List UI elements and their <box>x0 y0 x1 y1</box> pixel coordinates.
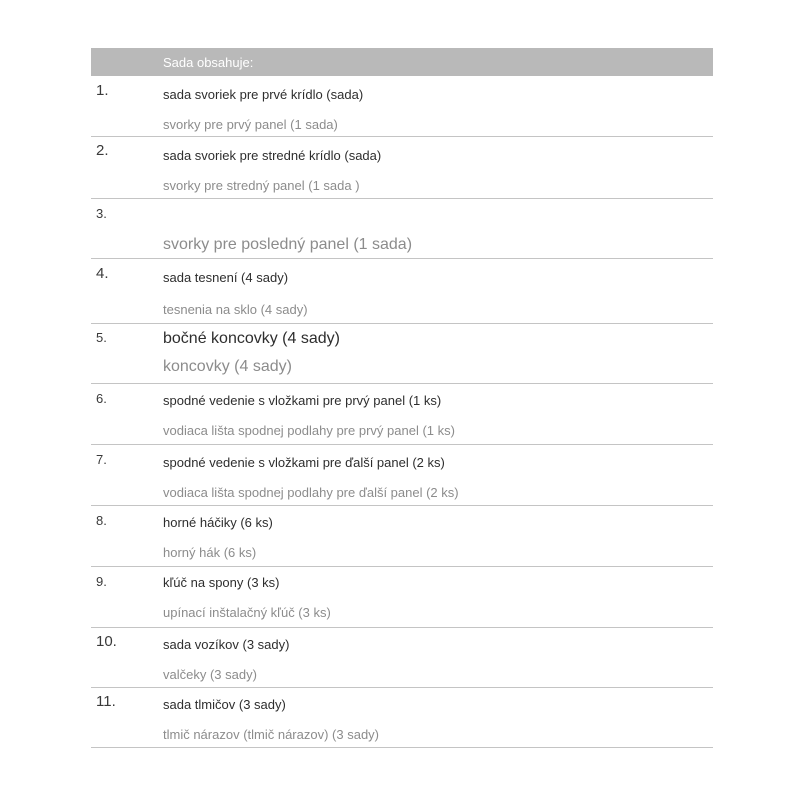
row-main-text: horné háčiky (6 ks) <box>163 515 273 530</box>
table-row <box>91 259 713 324</box>
row-sub-text: svorky pre posledný panel (1 sada) <box>163 236 413 253</box>
row-number: 8. <box>96 513 107 528</box>
row-main-text: sada tesnení (4 sady) <box>163 270 289 285</box>
row-number: 6. <box>96 391 107 406</box>
row-sub-text: upínací inštalačný kľúč (3 ks) <box>163 605 331 620</box>
row-sub-text: horný hák (6 ks) <box>163 545 257 560</box>
row-number: 5. <box>96 330 107 345</box>
row-number: 1. <box>96 82 109 99</box>
table-row <box>91 137 713 199</box>
row-main-text: sada svoriek pre prvé krídlo (sada) <box>163 87 364 102</box>
row-main-text: kľúč na spony (3 ks) <box>163 575 280 590</box>
table-row <box>91 384 713 445</box>
row-sub-text: koncovky (4 sady) <box>163 358 292 375</box>
row-number: 2. <box>96 142 109 159</box>
row-number: 4. <box>96 265 109 282</box>
row-sub-text: vodiaca lišta spodnej podlahy pre ďalší panel (2 ks) <box>163 485 459 500</box>
table-row <box>91 445 713 506</box>
row-main-text: sada svoriek pre stredné krídlo (sada) <box>163 148 382 163</box>
row-main-text: spodné vedenie s vložkami pre prvý panel (1 ks) <box>163 393 442 408</box>
row-main-text: sada vozíkov (3 sady) <box>163 637 290 652</box>
row-number: 9. <box>96 574 107 589</box>
row-sub-text: svorky pre stredný panel (1 sada ) <box>163 178 360 193</box>
row-sub-text: vodiaca lišta spodnej podlahy pre prvý panel (1 ks) <box>163 423 455 438</box>
row-main-text: bočné koncovky (4 sady) <box>163 330 340 347</box>
header-label: Sada obsahuje: <box>163 55 254 70</box>
row-number: 10. <box>96 633 117 650</box>
table-row <box>91 76 713 137</box>
table-row <box>91 324 713 384</box>
row-sub-text: tlmič nárazov (tlmič nárazov) (3 sady) <box>163 727 379 742</box>
row-number: 3. <box>96 206 107 221</box>
table-row <box>91 567 713 628</box>
table-row <box>91 506 713 567</box>
contents-table <box>91 48 713 748</box>
row-number: 11. <box>96 693 116 710</box>
table-header <box>91 48 713 76</box>
table-row <box>91 688 713 748</box>
row-sub-text: tesnenia na sklo (4 sady) <box>163 302 308 317</box>
row-main-text: sada tlmičov (3 sady) <box>163 697 286 712</box>
row-sub-text: valčeky (3 sady) <box>163 667 257 682</box>
row-number: 7. <box>96 452 107 467</box>
row-sub-text: svorky pre prvý panel (1 sada) <box>163 117 338 132</box>
table-row <box>91 199 713 259</box>
row-main-text: spodné vedenie s vložkami pre ďalší panel (2 ks) <box>163 455 445 470</box>
table-row <box>91 628 713 688</box>
